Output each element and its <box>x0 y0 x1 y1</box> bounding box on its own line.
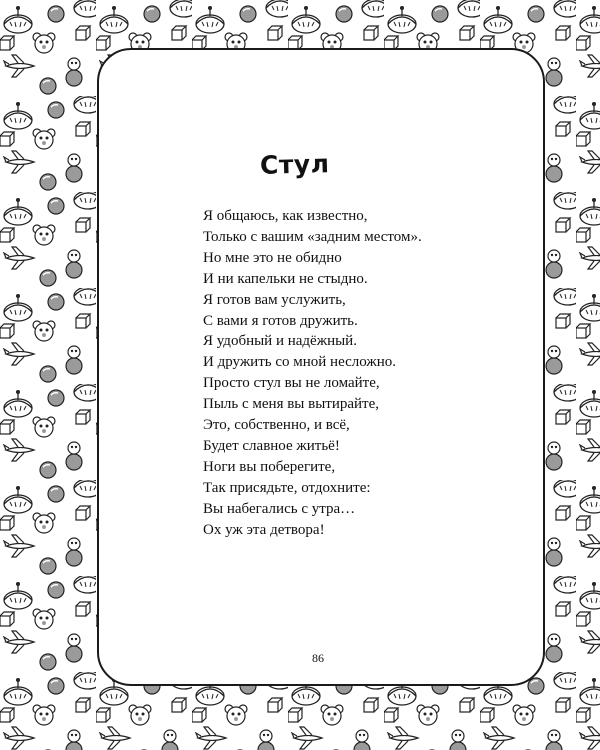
poem-line: Так присядьте, отдохните: <box>203 479 371 496</box>
poem-line: Я общаюсь, как известно, <box>203 208 368 224</box>
poem-line: Будет славное житьё! <box>203 437 340 454</box>
poem-line: Я готов вам услужить, <box>203 291 346 308</box>
poem-line: Я удобный и надёжный. <box>203 333 357 350</box>
poem-line: Ох уж эта детвора! <box>203 521 325 538</box>
poem-title: Стул <box>259 149 330 180</box>
poem-line: Ноги вы поберегите, <box>203 458 336 475</box>
poem-line: И ни капельки не стыдно. <box>203 270 368 287</box>
poem-line: Это, собственно, и всё, <box>203 417 350 434</box>
poem-line: Вы набегались с утра… <box>203 500 356 517</box>
poem-line: Только с вашим «задним местом». <box>203 228 422 245</box>
poem-line: С вами я готов дружить. <box>203 312 358 329</box>
poem-line: Но мне это не обидно <box>203 249 342 266</box>
poem-line: И дружить со мной несложно. <box>203 354 397 371</box>
poem-line: Просто стул вы не ломайте, <box>203 375 380 392</box>
poem-line: Пыль с меня вы вытирайте, <box>203 396 380 413</box>
page-number: 86 <box>312 651 324 665</box>
poem-body <box>203 206 422 541</box>
